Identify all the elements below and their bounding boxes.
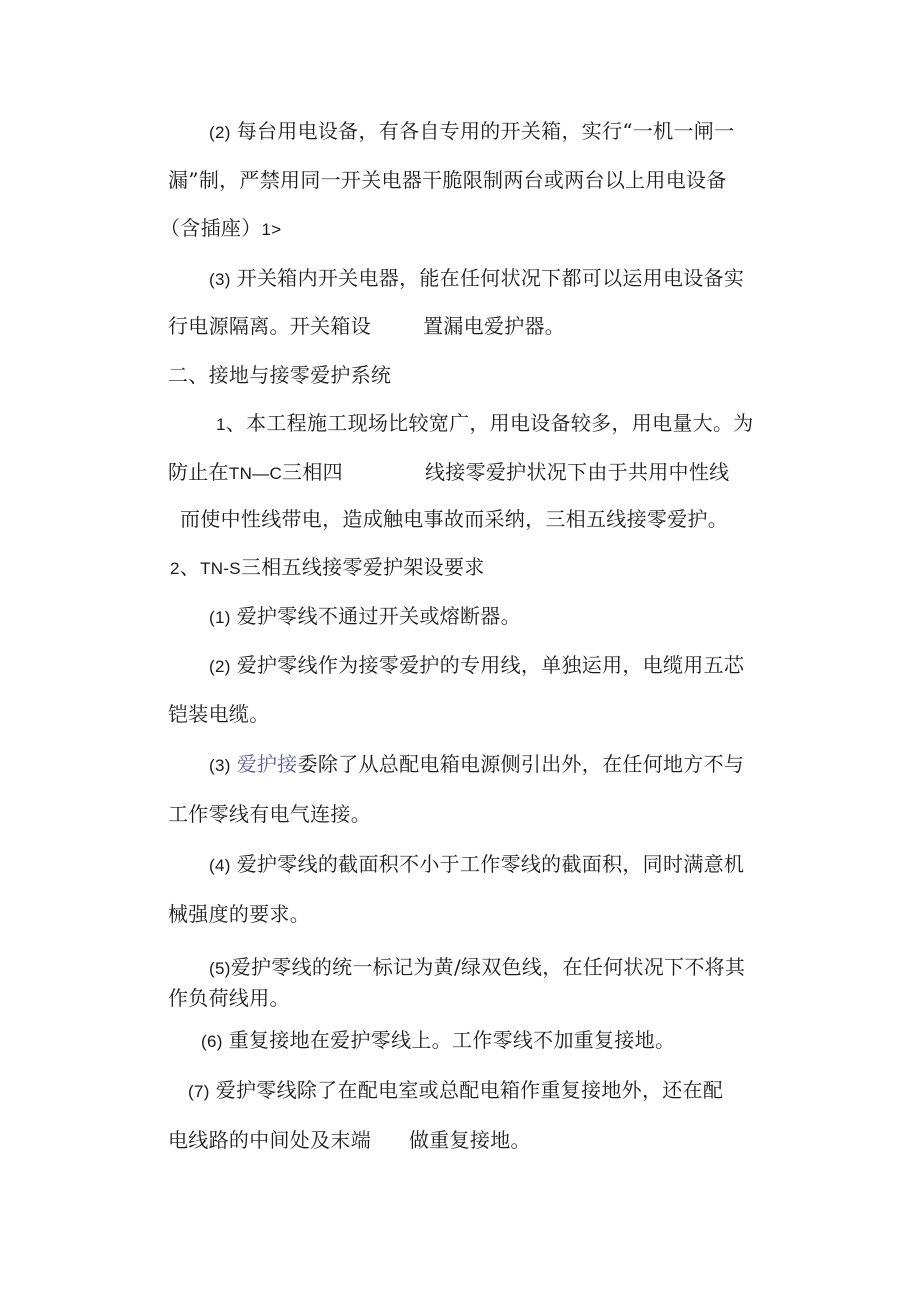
para-line — [168, 800, 371, 828]
para-text: 、 — [179, 555, 201, 579]
para-text: 爱护零线的统一标记为黄/绿双色线，在任何状况下不将其 — [230, 955, 746, 979]
item-number: (3) — [209, 756, 231, 775]
para-line — [168, 458, 729, 488]
para-text: 行电源隔离。开关箱设 — [168, 314, 371, 338]
item-number: (4) — [209, 856, 231, 875]
para-line — [168, 166, 727, 194]
para-text: TN-S — [200, 559, 241, 578]
para-line — [168, 700, 270, 728]
para-text: 开关箱内开关电器，能在任何状况下都可以运用电设备实 — [236, 266, 745, 290]
para-text: 、本工程施工现场比较宽广，用电设备较多，用电量大。为 — [225, 411, 754, 435]
item-number: 2 — [170, 559, 180, 578]
para-line — [168, 1126, 531, 1154]
para-line — [209, 264, 744, 294]
item-number: (1) — [209, 608, 231, 627]
para-text: 作负荷线用。 — [168, 986, 290, 1010]
item-number: 1 — [216, 415, 226, 434]
item-number: (5) — [209, 959, 231, 978]
item-number: (2) — [209, 657, 231, 676]
item-number: (6) — [201, 1032, 223, 1051]
para-text: 重复接地在爱护零线上。工作零线不加重复接地。 — [228, 1028, 676, 1052]
list-item — [188, 1076, 723, 1106]
para-text: 爱护零线作为接零爱护的专用线，单独运用，电缆用五芯 — [236, 653, 745, 677]
para-text: 工作零线有电气连接。 — [168, 802, 371, 826]
para-text: TN—C — [228, 464, 283, 483]
para-line — [168, 900, 310, 928]
section-heading-text: 二、接地与接零爱护系统 — [168, 363, 392, 387]
section-heading — [168, 361, 391, 389]
para-text: 1> — [261, 220, 282, 239]
para-text: 爱护零线的截面积不小于工作零线的截面积，同时满意机 — [236, 852, 745, 876]
para-line — [209, 117, 734, 147]
para-text: 爱护零线不通过开关或熔断器。 — [236, 604, 521, 628]
item-number: (7) — [188, 1082, 210, 1101]
para-text: 防止在 — [168, 460, 229, 484]
para-text: 电线路的中间处及末端 — [168, 1128, 371, 1152]
para-text: 漏”制，严禁用同一开关电器干脆限制两台或两台以上用电设备 — [168, 168, 727, 192]
para-text: 而使中性线带电，造成触电事故而采纳，三相五线接零爱护。 — [180, 507, 729, 531]
list-item — [201, 1026, 675, 1056]
list-item — [209, 953, 745, 983]
item-number: (3) — [209, 270, 231, 289]
para-text: （含插座） — [160, 216, 262, 240]
para-line — [216, 409, 754, 439]
para-text: 每台用电设备，有各自专用的开关箱，实行“一机一闸一 — [236, 119, 735, 143]
list-item — [209, 850, 744, 880]
para-line — [168, 984, 290, 1012]
para-text: 做重复接地。 — [409, 1128, 531, 1152]
list-item — [209, 651, 744, 681]
item-number: (2) — [209, 123, 231, 142]
para-text: 三相五线接零爱护架设要求 — [240, 555, 485, 579]
para-text: 置漏电爱护器。 — [423, 314, 566, 338]
list-item — [209, 750, 744, 780]
para-line — [180, 505, 728, 533]
para-text: 委除了从总配电箱电源侧引出外，在任何地方不与 — [297, 752, 745, 776]
para-text: 三相四 — [282, 460, 343, 484]
para-line — [168, 312, 565, 340]
sub-heading — [170, 553, 485, 583]
para-text: 铠装电缆。 — [168, 702, 270, 726]
para-text: 爱护零线除了在配电室或总配电箱作重复接地外，还在配 — [215, 1078, 724, 1102]
para-text: 线接零爱护状况下由于共用中性线 — [424, 460, 730, 484]
para-line — [160, 214, 281, 244]
highlighted-text: 爱护接 — [236, 752, 298, 776]
list-item — [209, 602, 521, 632]
para-text: 械强度的要求。 — [168, 902, 311, 926]
